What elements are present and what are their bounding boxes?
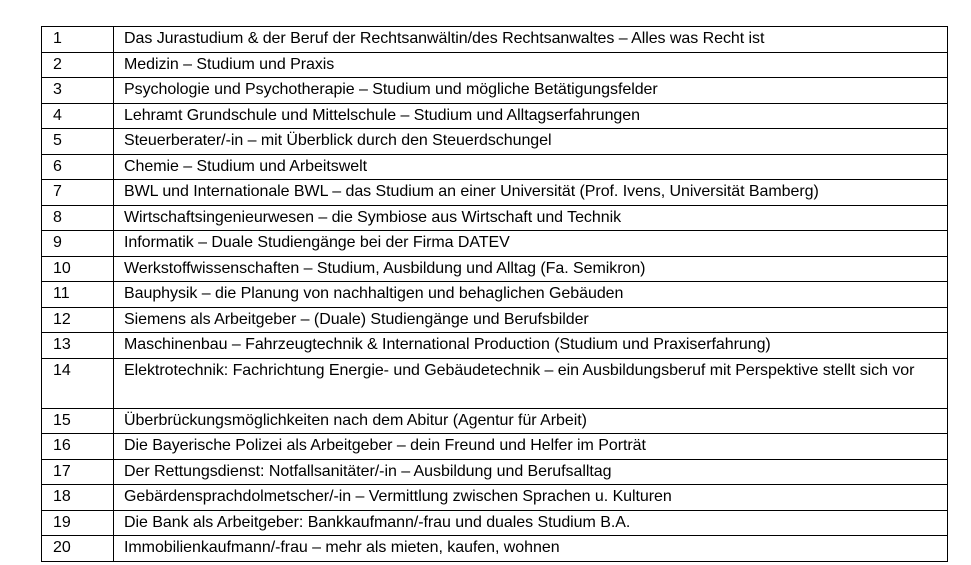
row-number: 15: [42, 408, 114, 434]
table-row: [42, 459, 948, 485]
row-title: Der Rettungsdienst: Notfallsanitäter/-in – Ausbildung und Berufsalltag: [114, 459, 948, 485]
table-row: [42, 333, 948, 359]
row-number: 19: [42, 510, 114, 536]
row-title: Chemie – Studium und Arbeitswelt: [114, 154, 948, 180]
row-title: Informatik – Duale Studiengänge bei der Firma DATEV: [114, 231, 948, 257]
row-number: 11: [42, 282, 114, 308]
row-number: 10: [42, 256, 114, 282]
table-row: [42, 485, 948, 511]
table-row: [42, 307, 948, 333]
table-row: [42, 180, 948, 206]
table-row: [42, 205, 948, 231]
table-row: [42, 358, 948, 408]
table-row: [42, 78, 948, 104]
row-number: 6: [42, 154, 114, 180]
table-row: [42, 282, 948, 308]
table-row: [42, 27, 948, 53]
row-title: Die Bank als Arbeitgeber: Bankkaufmann/-frau und duales Studium B.A.: [114, 510, 948, 536]
table-row: [42, 103, 948, 129]
row-number: 7: [42, 180, 114, 206]
row-title: Siemens als Arbeitgeber – (Duale) Studiengänge und Berufsbilder: [114, 307, 948, 333]
row-title: Steuerberater/-in – mit Überblick durch den Steuerdschungel: [114, 129, 948, 155]
table-row: [42, 52, 948, 78]
row-number: 1: [42, 27, 114, 53]
table-body: [42, 27, 948, 562]
row-number: 4: [42, 103, 114, 129]
table-row: [42, 129, 948, 155]
row-title: Medizin – Studium und Praxis: [114, 52, 948, 78]
row-title: Maschinenbau – Fahrzeugtechnik & International Production (Studium und Praxiserfahrung): [114, 333, 948, 359]
row-title: Wirtschaftsingenieurwesen – die Symbiose aus Wirtschaft und Technik: [114, 205, 948, 231]
row-title: Die Bayerische Polizei als Arbeitgeber – dein Freund und Helfer im Porträt: [114, 434, 948, 460]
row-number: 16: [42, 434, 114, 460]
table-container: [41, 26, 947, 562]
row-number: 20: [42, 536, 114, 562]
row-title: Werkstoffwissenschaften – Studium, Ausbildung und Alltag (Fa. Semikron): [114, 256, 948, 282]
row-title: Psychologie und Psychotherapie – Studium und mögliche Betätigungsfelder: [114, 78, 948, 104]
table-row: [42, 256, 948, 282]
row-number: 9: [42, 231, 114, 257]
table-row: [42, 408, 948, 434]
table-row: [42, 231, 948, 257]
table-row: [42, 154, 948, 180]
row-number: 2: [42, 52, 114, 78]
row-title: Das Jurastudium & der Beruf der Rechtsanwältin/des Rechtsanwaltes – Alles was Recht ist: [114, 27, 948, 53]
row-title: Elektrotechnik: Fachrichtung Energie- und Gebäudetechnik – ein Ausbildungsberuf mit Perspektive stellt sich vor: [114, 358, 948, 408]
table-row: [42, 536, 948, 562]
table-row: [42, 434, 948, 460]
row-number: 12: [42, 307, 114, 333]
row-number: 5: [42, 129, 114, 155]
row-title: Bauphysik – die Planung von nachhaltigen und behaglichen Gebäuden: [114, 282, 948, 308]
topics-table: [41, 26, 948, 562]
row-number: 18: [42, 485, 114, 511]
row-number: 17: [42, 459, 114, 485]
row-title: Lehramt Grundschule und Mittelschule – Studium und Alltagserfahrungen: [114, 103, 948, 129]
row-title: Gebärdensprachdolmetscher/-in – Vermittlung zwischen Sprachen u. Kulturen: [114, 485, 948, 511]
row-number: 14: [42, 358, 114, 408]
row-number: 3: [42, 78, 114, 104]
row-title: BWL und Internationale BWL – das Studium an einer Universität (Prof. Ivens, Universität Bamberg): [114, 180, 948, 206]
row-number: 8: [42, 205, 114, 231]
table-row: [42, 510, 948, 536]
row-title: Überbrückungsmöglichkeiten nach dem Abitur (Agentur für Arbeit): [114, 408, 948, 434]
row-number: 13: [42, 333, 114, 359]
row-title: Immobilienkaufmann/-frau – mehr als mieten, kaufen, wohnen: [114, 536, 948, 562]
